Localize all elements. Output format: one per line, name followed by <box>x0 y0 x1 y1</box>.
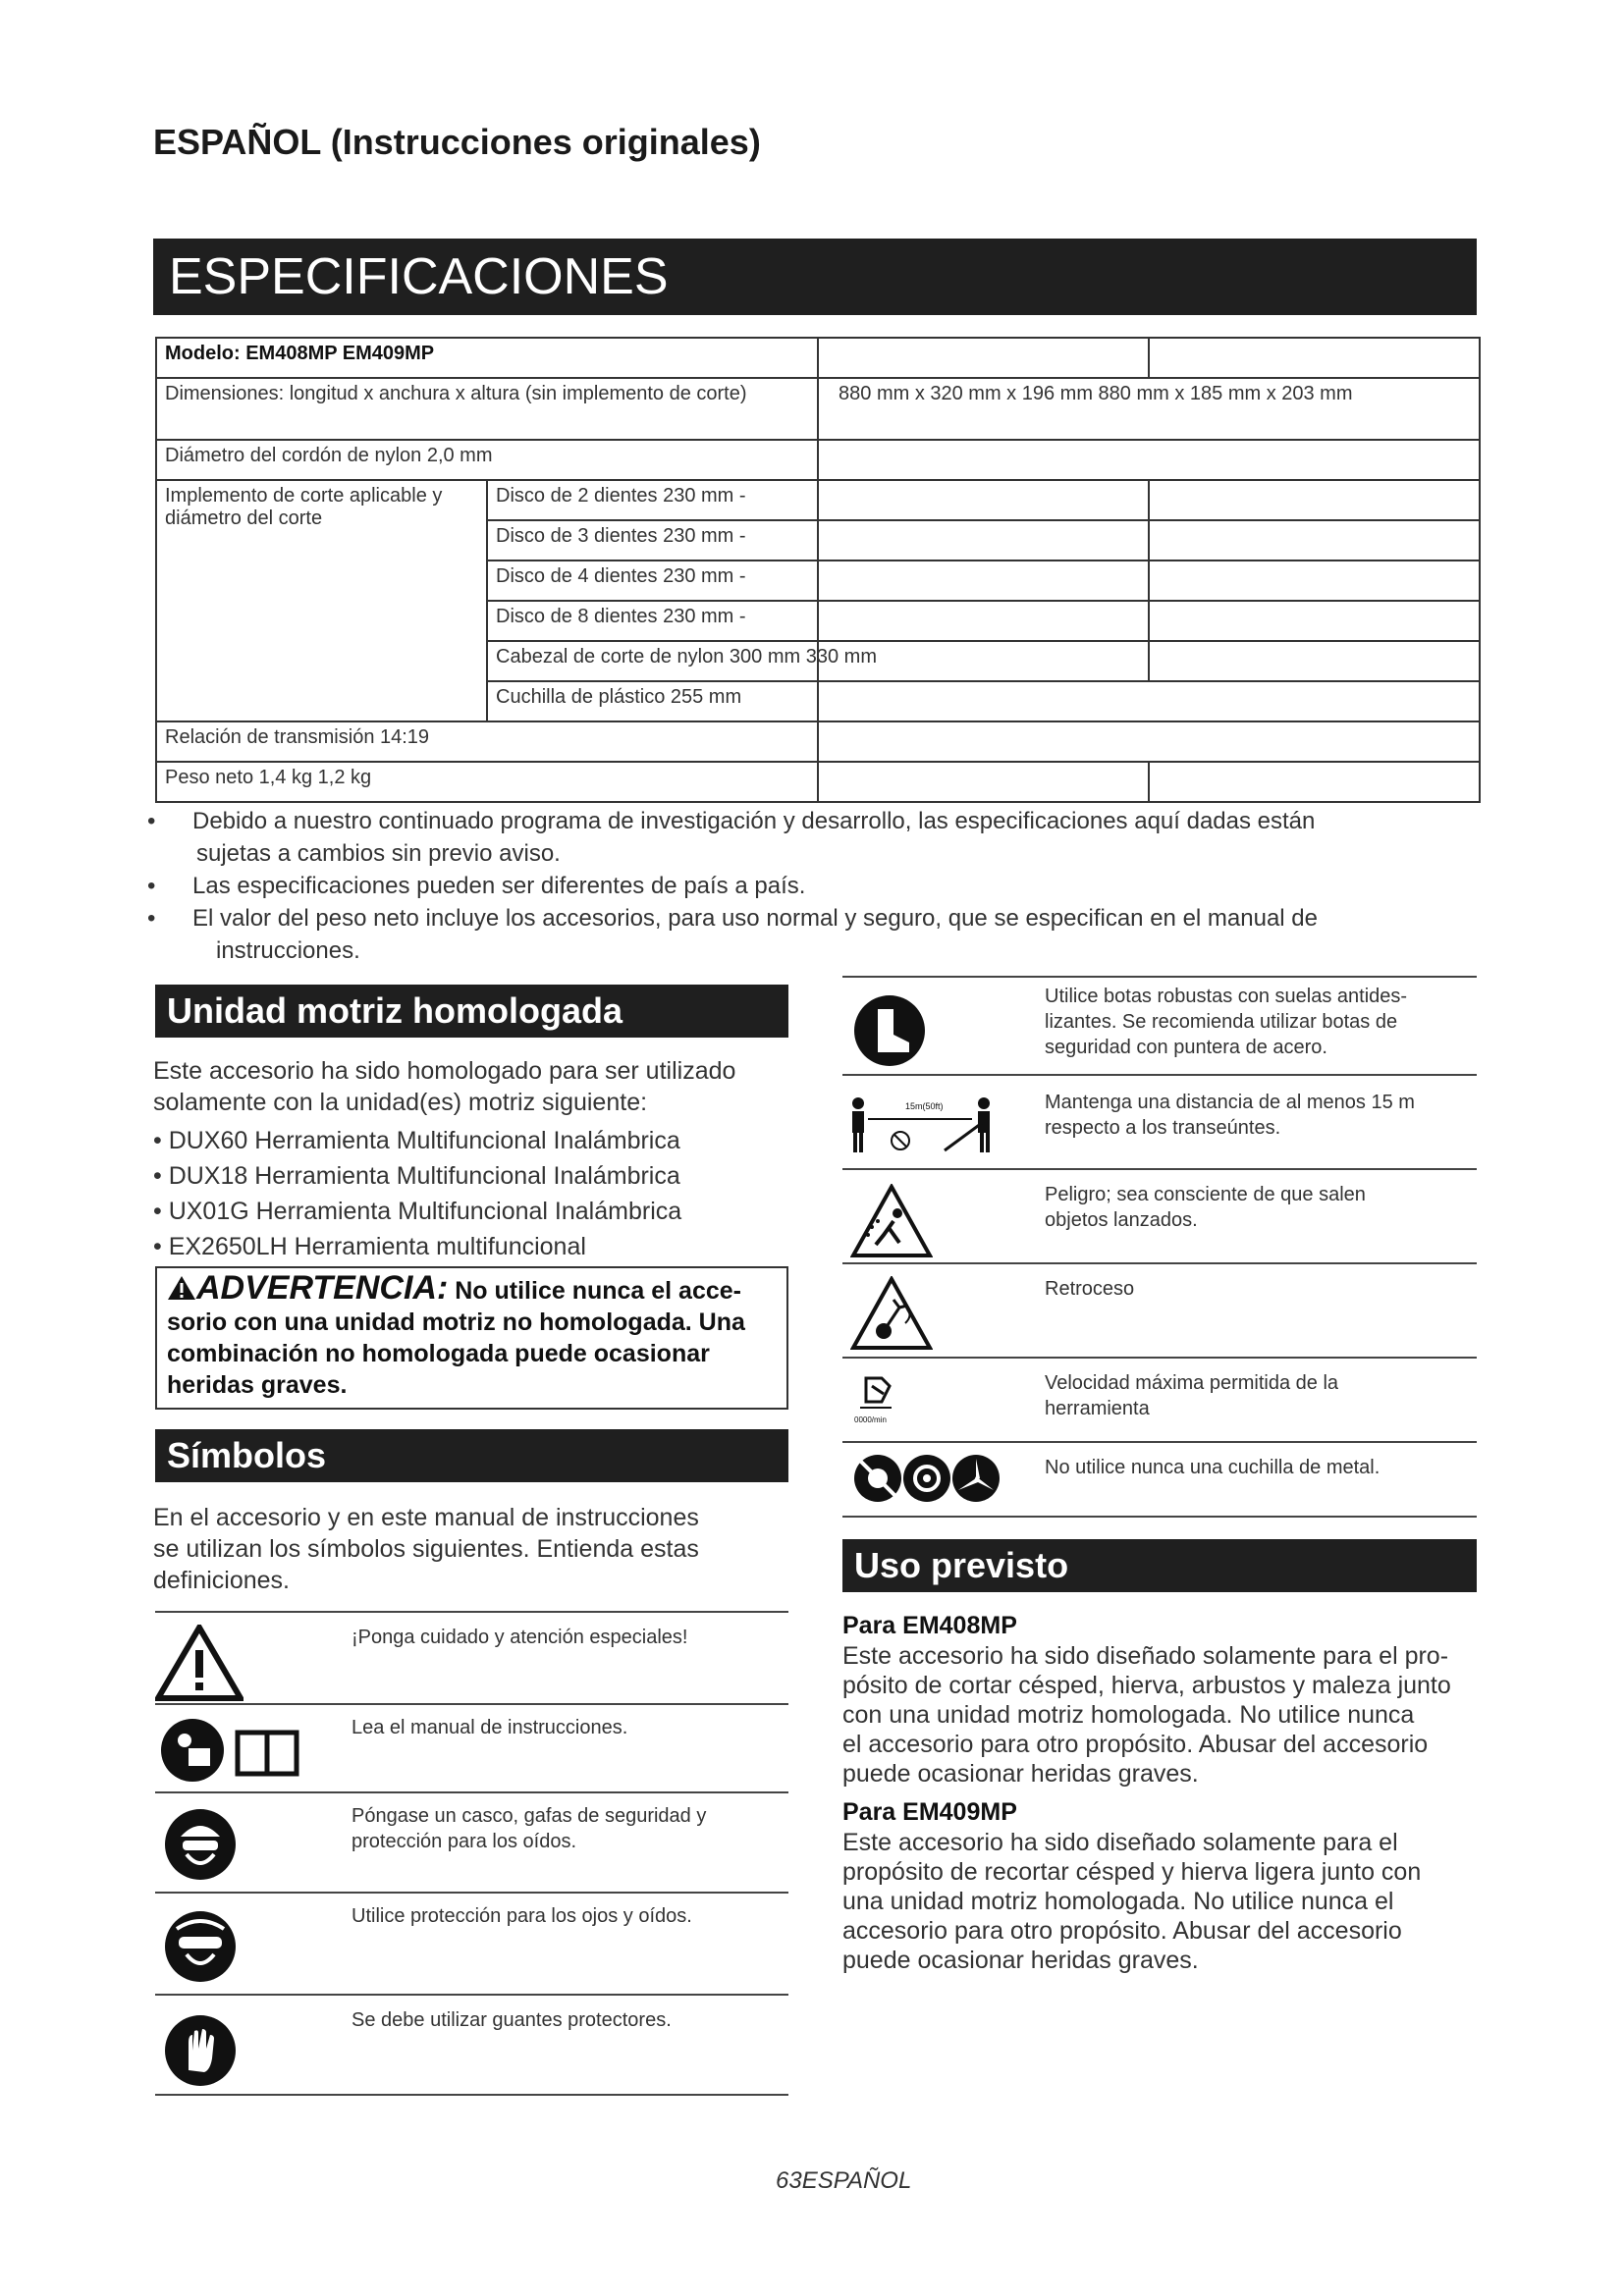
uso-paragraph <box>842 1641 1490 1789</box>
spec-dimensions-value: 880 mm x 320 mm x 196 mm 880 mm x 185 mm x 203 mm <box>818 378 1480 440</box>
uso-paragraph-line: puede ocasionar heridas graves. <box>842 1947 1199 1974</box>
distance-label: 15m(50ft) <box>905 1101 944 1111</box>
symbol-description-line: herramienta <box>1045 1398 1150 1419</box>
symbol-row <box>155 1892 788 1994</box>
unidad-intro-line: Este accesorio ha sido homologado para ser utilizado <box>153 1057 736 1085</box>
symbol-row <box>155 1791 788 1892</box>
symbol-row <box>842 976 1477 1074</box>
spec-table <box>155 337 1479 803</box>
spec-implement-label: Implemento de corte aplicable y diámetro del corte <box>156 480 487 721</box>
simbolos-intro <box>153 1502 699 1596</box>
uso-paragraph-line: accesorio para otro propósito. Abusar del accesorio <box>842 1917 1402 1945</box>
spec-weight: Peso neto 1,4 kg 1,2 kg <box>156 762 818 802</box>
spec-implement: Disco de 2 dientes 230 mm - <box>487 480 818 520</box>
simbolos-intro-line: definiciones. <box>153 1567 290 1594</box>
uso-paragraph-line: pósito de cortar césped, hierva, arbustos y maleza junto <box>842 1672 1451 1699</box>
spec-implement: Cuchilla de plástico 255 mm <box>487 681 818 721</box>
uso-paragraph-line: Este accesorio ha sido diseñado solamente para el <box>842 1829 1398 1856</box>
symbol-description: Utilice protección para los ojos y oídos. <box>352 1905 692 1927</box>
spec-implement: Disco de 3 dientes 230 mm - <box>487 520 818 561</box>
symbol-description: Se debe utilizar guantes protectores. <box>352 2009 672 2031</box>
unidad-list <box>153 1123 681 1264</box>
symbol-row <box>155 1994 788 2096</box>
uso-paragraph-line: con una unidad motriz homologada. No utilice nunca <box>842 1701 1415 1729</box>
page-footer: 63ESPAÑOL <box>776 2167 912 2194</box>
warning-text: sorio con una unidad motriz no homologada. Una <box>167 1308 745 1336</box>
note-continuation: instrucciones. <box>216 937 360 964</box>
specifications-banner: ESPECIFICACIONES <box>153 239 1477 315</box>
uso-paragraph-line: el accesorio para otro propósito. Abusar del accesorio <box>842 1731 1429 1758</box>
uso-subheading: Para EM409MP <box>842 1798 1017 1826</box>
simbolos-intro-line: En el accesorio y en este manual de instrucciones <box>153 1504 699 1531</box>
uso-paragraph-line: una unidad motriz homologada. No utilice nunca el <box>842 1888 1394 1915</box>
symbol-row <box>155 1611 788 1703</box>
simbolos-intro-line: se utilizan los símbolos siguientes. Entienda estas <box>153 1535 699 1563</box>
uso-paragraph-line: propósito de recortar césped y hierva ligera junto con <box>842 1858 1422 1886</box>
symbol-description <box>352 1803 706 1854</box>
warning-text: heridas graves. <box>167 1371 348 1399</box>
symbol-description <box>1045 1090 1415 1141</box>
eye-ear-protection-icon <box>163 1909 238 1984</box>
note: El valor del peso neto incluye los accesorios, para uso normal y seguro, que se especifican en el manual de <box>192 905 1318 932</box>
symbol-row <box>842 1074 1477 1168</box>
list-item: • DUX60 Herramienta Multifuncional Inalámbrica <box>153 1127 680 1154</box>
warning-box <box>155 1266 788 1410</box>
no-metal-blade-icon <box>852 1451 1000 1506</box>
symbol-description <box>1045 1182 1366 1233</box>
symbol-description-line: lizantes. Se recomienda utilizar botas de <box>1045 1011 1398 1033</box>
unidad-intro-line: solamente con la unidad(es) motriz siguiente: <box>153 1089 648 1116</box>
unidad-banner: Unidad motriz homologada <box>155 985 788 1038</box>
symbol-description-line: respecto a los transeúntes. <box>1045 1117 1281 1139</box>
warning-triangle-icon <box>155 1625 244 1701</box>
read-manual-icon <box>159 1715 306 1786</box>
spec-notes: • Debido a nuestro continuado programa de investigación y desarrollo, las especificaciones aquí dadas están sujetas a cambios sin previo aviso. • Las especificaciones pueden ser diferentes de país a país. • El valor del peso neto incluye los accesorios, para uso normal y seguro, que se especifican en el manual de instrucciones. <box>147 805 1492 967</box>
warning-text: combinación no homologada puede ocasionar <box>167 1340 710 1367</box>
symbol-description-line: Peligro; sea consciente de que salen <box>1045 1184 1366 1205</box>
note: Debido a nuestro continuado programa de investigación y desarrollo, las especificaciones aquí dadas están <box>192 808 1316 834</box>
uso-paragraph-line: puede ocasionar heridas graves. <box>842 1760 1199 1788</box>
thrown-objects-icon <box>850 1184 933 1258</box>
gloves-icon <box>163 2013 238 2088</box>
spec-nylon: Diámetro del cordón de nylon 2,0 mm <box>156 440 818 480</box>
uso-banner: Uso previsto <box>842 1539 1477 1592</box>
spec-model: Modelo: EM408MP EM409MP <box>156 338 818 378</box>
uso-paragraph <box>842 1828 1490 1975</box>
symbol-description-line: protección para los oídos. <box>352 1831 577 1852</box>
list-item: • UX01G Herramienta Multifuncional Inalámbrica <box>153 1198 682 1225</box>
speed-label: 0000/min <box>854 1415 887 1424</box>
symbol-row <box>155 1703 788 1791</box>
spec-implement: Disco de 8 dientes 230 mm - <box>487 601 818 641</box>
uso-subheading: Para EM408MP <box>842 1612 1017 1639</box>
unidad-intro <box>153 1055 735 1118</box>
list-item: • DUX18 Herramienta Multifuncional Inalámbrica <box>153 1162 680 1190</box>
symbol-description-line: Velocidad máxima permitida de la <box>1045 1372 1339 1394</box>
symbol-description-line: objetos lanzados. <box>1045 1209 1198 1231</box>
symbol-description: No utilice nunca una cuchilla de metal. <box>1045 1457 1380 1478</box>
max-speed-icon <box>852 1372 911 1415</box>
warning-triangle-icon <box>167 1275 196 1301</box>
symbol-row <box>842 1262 1477 1357</box>
symbol-description <box>1045 1370 1338 1421</box>
symbol-description-line: Utilice botas robustas con suelas antides- <box>1045 986 1408 1007</box>
warning-title: ADVERTENCIA: <box>196 1269 449 1307</box>
symbol-description-line: Póngase un casco, gafas de seguridad y <box>352 1805 707 1827</box>
spec-dimensions-label: Dimensiones: longitud x anchura x altura (sin implemento de corte) <box>156 378 818 440</box>
symbol-row <box>842 1441 1477 1518</box>
helmet-goggles-ear-icon <box>163 1807 238 1882</box>
symbol-row <box>842 1168 1477 1262</box>
symbol-description-line: seguridad con puntera de acero. <box>1045 1037 1327 1058</box>
uso-paragraph-line: Este accesorio ha sido diseñado solamente para el pro- <box>842 1642 1449 1670</box>
symbol-description: ¡Ponga cuidado y atención especiales! <box>352 1627 688 1648</box>
symbol-description: Lea el manual de instrucciones. <box>352 1717 628 1738</box>
page-header: ESPAÑOL (Instrucciones originales) <box>153 122 761 162</box>
kickback-icon <box>850 1276 933 1351</box>
boots-icon <box>852 993 927 1068</box>
note: Las especificaciones pueden ser diferentes de país a país. <box>192 873 806 899</box>
spec-gear-ratio: Relación de transmisión 14:19 <box>156 721 818 762</box>
symbol-description <box>1045 984 1407 1060</box>
symbol-description: Retroceso <box>1045 1278 1135 1300</box>
warning-text: No utilice nunca el acce- <box>455 1277 741 1305</box>
uso-content <box>842 1610 1490 1975</box>
spec-implement: Disco de 4 dientes 230 mm - <box>487 561 818 601</box>
spec-implement: Cabezal de corte de nylon 300 mm 330 mm <box>487 641 818 681</box>
note-continuation: sujetas a cambios sin previo aviso. <box>196 840 561 867</box>
list-item: • EX2650LH Herramienta multifuncional <box>153 1233 586 1260</box>
symbol-description-line: Mantenga una distancia de al menos 15 m <box>1045 1092 1415 1113</box>
symbol-row <box>842 1357 1477 1441</box>
simbolos-banner: Símbolos <box>155 1429 788 1482</box>
